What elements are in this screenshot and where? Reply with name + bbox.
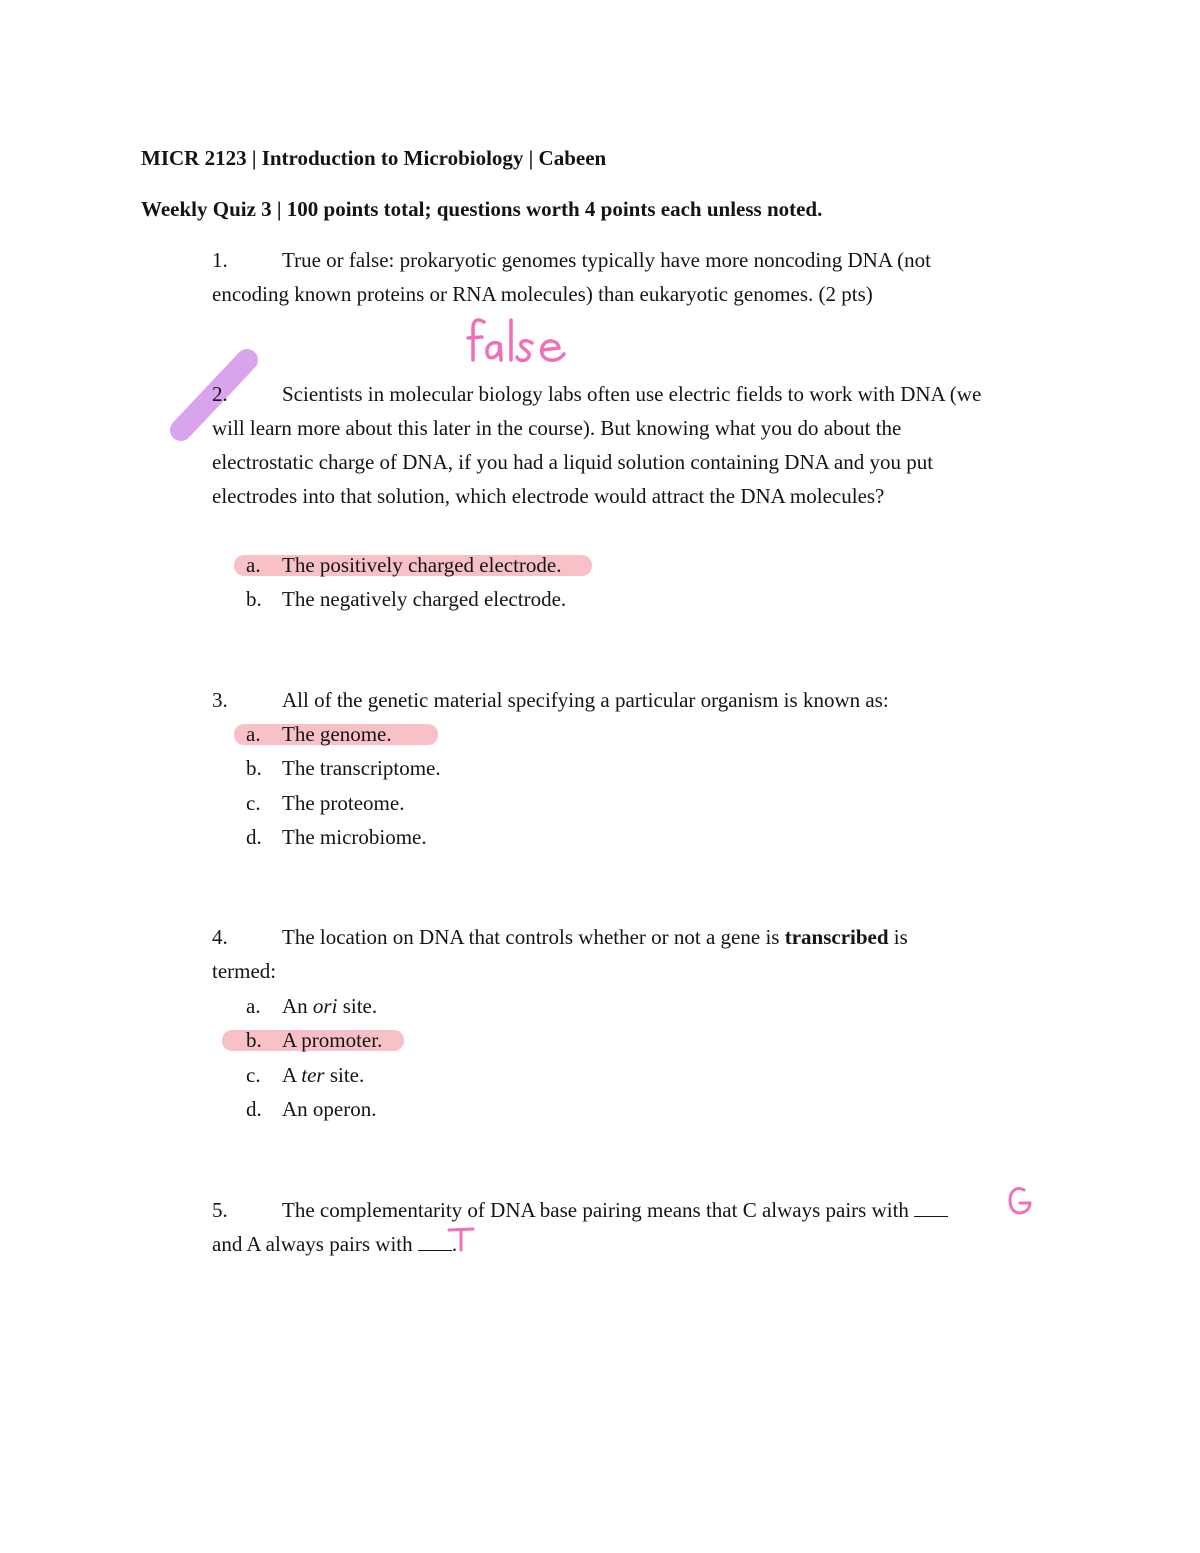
q1-number: 1. [212,248,228,272]
q5-text-line1 [282,1193,948,1227]
handwritten-false-answer [466,314,576,368]
q5-text-line1-content: The complementarity of DNA base pairing means that C always pairs with [282,1198,909,1222]
q3-text-line1: All of the genetic material specifying a particular organism is known as: [282,688,889,712]
q2-option-a-letter: a. [246,553,261,577]
q3-option-b-text: The transcriptome. [282,756,441,780]
q4-option-c-post: site. [324,1063,365,1087]
q4-text-post: is [888,925,908,949]
q4-text-line1 [282,920,908,954]
q2-text-line3: electrostatic charge of DNA, if you had a liquid solution containing DNA and you put [212,450,934,474]
handwritten-g-answer [1004,1184,1034,1220]
q3-option-c-letter: c. [246,791,261,815]
q2-option-b-letter: b. [246,587,262,611]
q4-option-b-letter: b. [246,1028,262,1052]
q2-text-line2: will learn more about this later in the course). But knowing what you do about the [212,416,902,440]
handwritten-t-answer [444,1224,478,1254]
q2-option-a-text: The positively charged electrode. [282,553,562,577]
q5-text-line2-content: and A always pairs with [212,1232,413,1256]
q4-option-c-letter: c. [246,1063,261,1087]
q4-text-bold-transcribed: transcribed [784,925,889,949]
q4-number: 4. [212,925,228,949]
q3-option-d-text: The microbiome. [282,825,427,849]
q4-option-d-text: An operon. [282,1097,377,1121]
course-title: MICR 2123 | Introduction to Microbiology | Cabeen [141,146,607,170]
q4-option-a-text [282,989,377,1023]
q1-text-line1: True or false: prokaryotic genomes typically have more noncoding DNA (not [282,248,931,272]
q4-option-a-italic: ori [312,994,338,1018]
q4-option-c-pre: A [282,1063,302,1087]
q5-text-line2-period: . [451,1232,458,1256]
q5-blank-1 [914,1196,948,1217]
q4-option-c-italic: ter [301,1063,325,1087]
q4-option-b-text: A promoter. [282,1028,383,1052]
q5-number: 5. [212,1198,228,1222]
q2-number: 2. [212,382,228,406]
q4-option-a-post: site. [337,994,378,1018]
q3-number: 3. [212,688,228,712]
q3-option-a-letter: a. [246,722,261,746]
q5-text-line2 [212,1227,457,1261]
q2-option-b-text: The negatively charged electrode. [282,587,567,611]
q4-option-c-text [282,1058,364,1092]
quiz-title: Weekly Quiz 3 | 100 points total; questions worth 4 points each unless noted. [141,197,823,221]
q3-option-c-text: The proteome. [282,791,405,815]
q2-text-line4: electrodes into that solution, which electrode would attract the DNA molecules? [212,484,885,508]
q3-option-a-text: The genome. [282,722,392,746]
q1-text-line2: encoding known proteins or RNA molecules) than eukaryotic genomes. (2 pts) [212,282,873,306]
q2-text-line1: Scientists in molecular biology labs often use electric fields to work with DNA (we [282,382,982,406]
q3-option-d-letter: d. [246,825,262,849]
q4-text-pre: The location on DNA that controls whether or not a gene is [282,925,785,949]
q3-option-b-letter: b. [246,756,262,780]
q4-text-line2: termed: [212,959,277,983]
q4-option-a-letter: a. [246,994,261,1018]
q4-option-a-pre: An [282,994,313,1018]
q4-option-d-letter: d. [246,1097,262,1121]
